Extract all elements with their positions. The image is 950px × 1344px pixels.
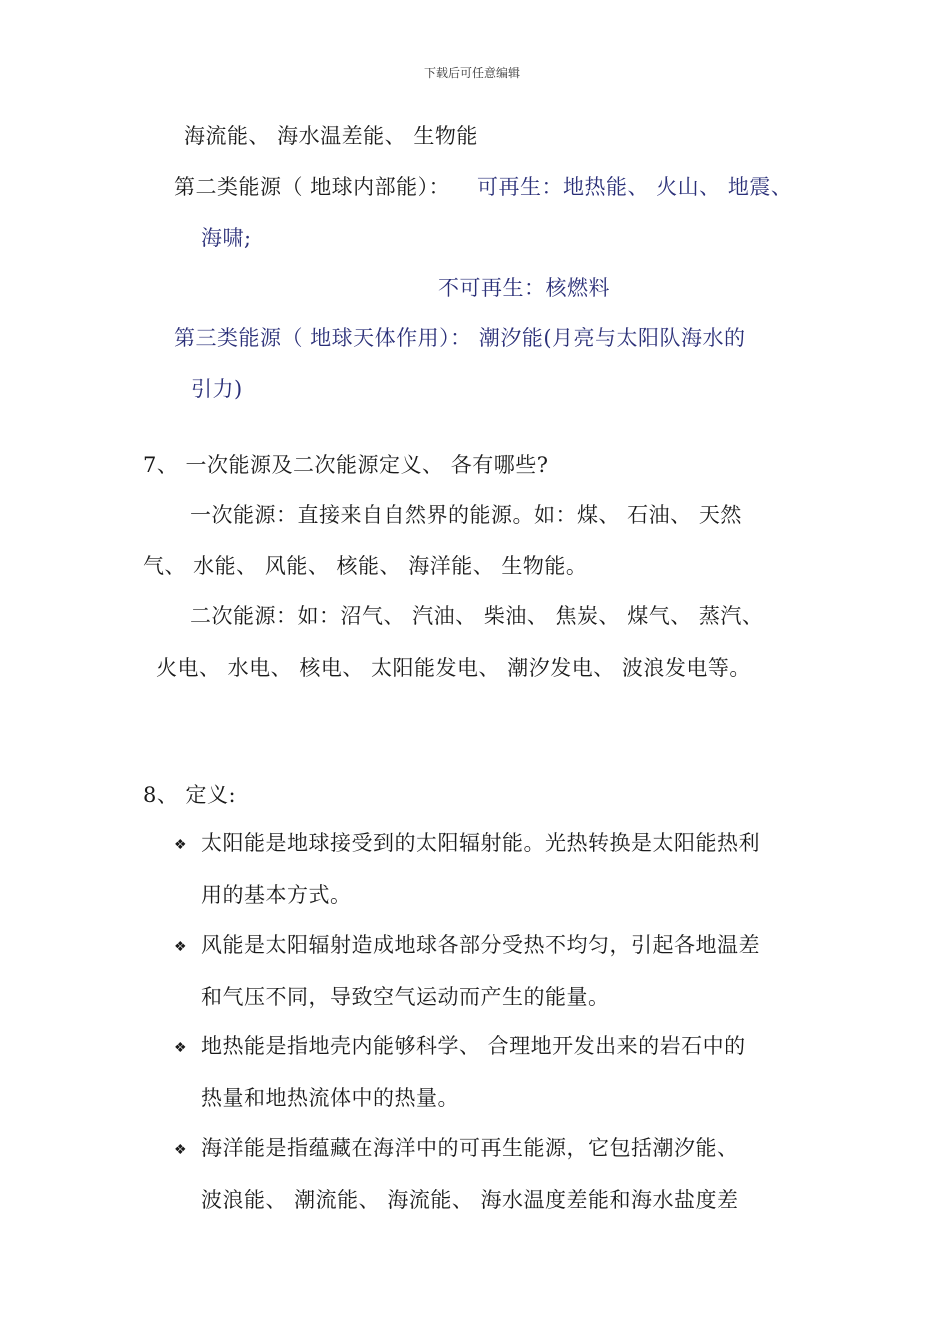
page-header: 下载后可任意编辑 xyxy=(424,66,521,80)
q8-item-2-line1: 风能是太阳辐射造成地球各部分受热不均匀，引起各地温差 xyxy=(201,933,760,957)
q8-item-2-line2: 和气压不同，导致空气运动而产生的能量。 xyxy=(201,985,610,1009)
q8-item-3-line1: 地热能是指地壳内能够科学、 合理地开发出来的岩石中的 xyxy=(201,1034,746,1058)
diamond-bullet-icon: ❖ xyxy=(174,1040,187,1056)
diamond-bullet-icon: ❖ xyxy=(174,1142,187,1158)
energy-list-line: 海流能、 海水温差能、 生物能 xyxy=(184,124,478,148)
q8-item-3-line2: 热量和地热流体中的热量。 xyxy=(201,1086,459,1110)
q7-secondary-line1: 二次能源：如：沼气、 汽油、 柴油、 焦炭、 煤气、 蒸汽、 xyxy=(190,604,764,628)
q8-item-4-line2: 波浪能、 潮流能、 海流能、 海水温度差能和海水盐度差 xyxy=(201,1188,739,1212)
third-class-energy-line2: 引力) xyxy=(191,377,243,401)
second-class-energy-label: 第二类能源（ 地球内部能）： xyxy=(174,175,451,199)
diamond-bullet-icon: ❖ xyxy=(174,939,187,955)
q7-primary-line2: 气、 水能、 风能、 核能、 海洋能、 生物能。 xyxy=(143,554,588,578)
third-class-energy-line1: 第三类能源（ 地球天体作用）： 潮汐能(月亮与太阳队海水的 xyxy=(174,326,746,350)
q7-title: 7、 一次能源及二次能源定义、 各有哪些? xyxy=(143,453,549,477)
q7-primary-line1: 一次能源：直接来自自然界的能源。如：煤、 石油、 天然 xyxy=(190,503,742,527)
diamond-bullet-icon: ❖ xyxy=(174,837,187,853)
q7-secondary-line2: 火电、 水电、 核电、 太阳能发电、 潮汐发电、 波浪发电等。 xyxy=(156,656,751,680)
q8-item-1-line1: 太阳能是地球接受到的太阳辐射能。光热转换是太阳能热利 xyxy=(201,831,760,855)
q8-item-4-line1: 海洋能是指蕴藏在海洋中的可再生能源，它包括潮汐能、 xyxy=(201,1136,739,1160)
second-class-renewable-cont: 海啸; xyxy=(201,226,252,250)
second-class-renewable: 可再生：地热能、 火山、 地震、 xyxy=(477,175,793,199)
q8-item-1-line2: 用的基本方式。 xyxy=(201,883,352,907)
q8-title: 8、 定义: xyxy=(143,783,237,807)
second-class-nonrenewable: 不可再生：核燃料 xyxy=(438,276,610,300)
